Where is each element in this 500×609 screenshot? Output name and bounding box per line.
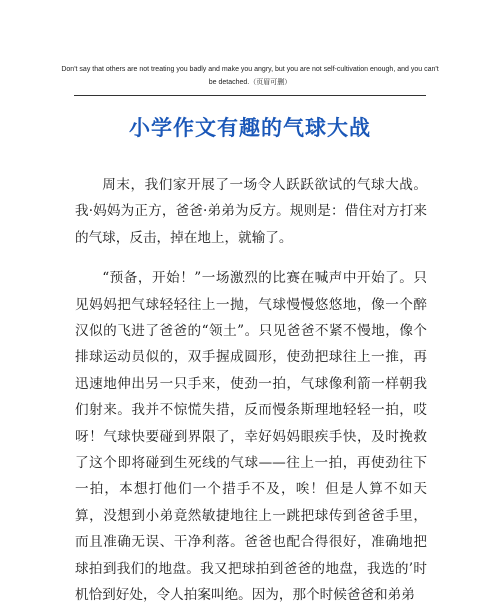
paragraph-1: 周末，我们家开展了一场令人跃跃欲试的气球大战。我·妈妈为正方，爸爸·弟弟为反方。规则是：借住对方打来的气球，反击，掉在地上，就输了。 bbox=[75, 177, 427, 246]
page-header-quote: Don't say that others are not treating you badly and make you angry, but you are not self-cultivation enough, and you can't be detached.（页眉可删） bbox=[61, 66, 439, 86]
header-divider bbox=[74, 95, 426, 96]
document-body bbox=[75, 172, 427, 609]
document-title: 小学作文有趣的气球大战 bbox=[129, 115, 371, 140]
paragraph-2: “预备，开始！”一场激烈的比赛在喊声中开始了。只见妈妈把气球轻轻往上一抛，气球慢慢悠悠地，像一个醉汉似的飞进了爸爸的“领土”。只见爸爸不紧不慢地，像个排球运动员似的，双手握成圆形，使劲把球往上一推，再迅速地伸出另一只手来，使劲一拍，气球像利箭一样朝我们射来。我并不惊慌失措，反而慢条斯理地轻轻一拍，哎呀！气球快要碰到界限了，幸好妈妈眼疾手快，及时挽救了这个即将碰到生死线的气球——往上一拍，再使劲往下一拍，本想打他们一个措手不及，唉！但是人算不如天算，没想到小弟竟然敏捷地往上一跳把球传到爸爸手里，而且准确无误、干净利落。爸爸也配合得很好，准确地把球拍到我们的地盘。我又把球拍到爸爸的地盘，我选的’时机恰到好处，令人拍案叫绝。因为，那个时候爸爸和弟弟 bbox=[75, 270, 427, 604]
